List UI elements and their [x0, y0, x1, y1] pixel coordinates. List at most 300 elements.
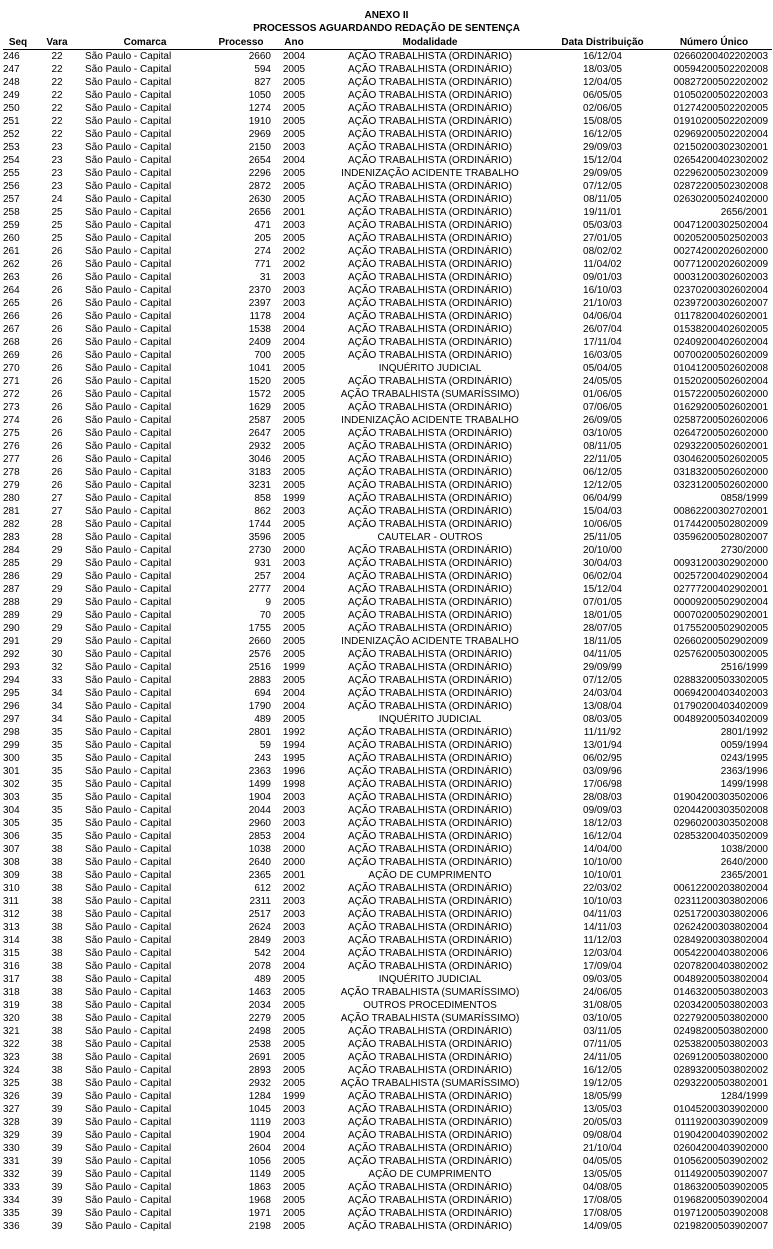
cell-ano: 1999 — [282, 662, 306, 673]
header-processo: Processo — [205, 36, 277, 50]
table-row — [3, 440, 772, 453]
cell-vara: 24 — [51, 194, 63, 205]
table-row — [3, 102, 772, 115]
cell-modalidade: AÇÃO TRABALHISTA (ORDINÁRIO) — [347, 51, 513, 62]
cell-seq: 271 — [3, 376, 20, 387]
cell-modalidade: AÇÃO TRABALHISTA (ORDINÁRIO) — [347, 675, 513, 686]
cell-modalidade: AÇÃO TRABALHISTA (ORDINÁRIO) — [347, 428, 513, 439]
cell-vara: 23 — [51, 181, 63, 192]
cell-numero-unico: 02849200303802004 — [673, 935, 768, 946]
cell-ano: 2005 — [282, 181, 306, 192]
cell-seq: 293 — [3, 662, 20, 673]
cell-vara: 26 — [51, 441, 63, 452]
cell-data-distribuicao: 24/06/05 — [583, 987, 622, 998]
cell-comarca: São Paulo - Capital — [85, 1013, 172, 1024]
cell-seq: 249 — [3, 90, 20, 101]
cell-numero-unico: 02498200503802000 — [673, 1026, 768, 1037]
cell-numero-unico: 01056200503902002 — [673, 1156, 768, 1167]
cell-processo: 2872 — [248, 181, 271, 192]
cell-processo: 700 — [254, 350, 271, 361]
cell-comarca: São Paulo - Capital — [85, 961, 172, 972]
cell-seq: 259 — [3, 220, 20, 231]
cell-numero-unico: 01538200402602005 — [673, 324, 768, 335]
cell-seq: 329 — [3, 1130, 20, 1141]
cell-processo: 2660 — [248, 51, 271, 62]
table-row — [3, 1142, 772, 1155]
cell-ano: 2005 — [282, 1156, 306, 1167]
cell-seq: 279 — [3, 480, 20, 491]
cell-comarca: São Paulo - Capital — [85, 376, 172, 387]
cell-numero-unico: 00009200502902004 — [673, 597, 768, 608]
cell-data-distribuicao: 10/10/03 — [583, 896, 622, 907]
cell-vara: 29 — [51, 610, 63, 621]
cell-data-distribuicao: 18/12/03 — [583, 818, 622, 829]
cell-numero-unico: 01463200503802003 — [673, 987, 768, 998]
cell-data-distribuicao: 05/04/05 — [583, 363, 622, 374]
cell-modalidade: AÇÃO TRABALHISTA (ORDINÁRIO) — [347, 1117, 513, 1128]
cell-vara: 26 — [51, 467, 63, 478]
cell-comarca: São Paulo - Capital — [85, 636, 172, 647]
cell-numero-unico: 2516/1999 — [720, 662, 768, 673]
cell-numero-unico: 02932200503802001 — [673, 1078, 768, 1089]
cell-numero-unico: 03231200502602000 — [673, 480, 768, 491]
table-row — [3, 115, 772, 128]
cell-ano: 2004 — [282, 831, 306, 842]
cell-ano: 2005 — [282, 1039, 306, 1050]
cell-comarca: São Paulo - Capital — [85, 558, 172, 569]
cell-numero-unico: 1499/1998 — [720, 779, 768, 790]
cell-modalidade: AÇÃO TRABALHISTA (ORDINÁRIO) — [347, 402, 513, 413]
cell-seq: 301 — [3, 766, 20, 777]
table-row — [3, 141, 772, 154]
table-row — [3, 570, 772, 583]
cell-ano: 2005 — [282, 714, 306, 725]
cell-numero-unico: 02932200502602001 — [673, 441, 768, 452]
cell-ano: 2004 — [282, 51, 306, 62]
cell-data-distribuicao: 03/09/96 — [583, 766, 622, 777]
cell-comarca: São Paulo - Capital — [85, 571, 172, 582]
cell-vara: 26 — [51, 428, 63, 439]
table-row — [3, 1220, 772, 1233]
cell-vara: 29 — [51, 584, 63, 595]
cell-data-distribuicao: 12/04/05 — [583, 77, 622, 88]
cell-seq: 257 — [3, 194, 20, 205]
cell-ano: 2005 — [282, 532, 306, 543]
cell-modalidade: AÇÃO TRABALHISTA (ORDINÁRIO) — [347, 1026, 513, 1037]
cell-seq: 323 — [3, 1052, 20, 1063]
cell-comarca: São Paulo - Capital — [85, 363, 172, 374]
cell-modalidade: AÇÃO TRABALHISTA (ORDINÁRIO) — [347, 77, 513, 88]
cell-comarca: São Paulo - Capital — [85, 350, 172, 361]
cell-numero-unico: 00862200302702001 — [673, 506, 768, 517]
cell-seq: 258 — [3, 207, 20, 218]
cell-seq: 294 — [3, 675, 20, 686]
cell-processo: 2960 — [248, 818, 271, 829]
table-row — [3, 1103, 772, 1116]
cell-modalidade: AÇÃO TRABALHISTA (ORDINÁRIO) — [347, 766, 513, 777]
cell-vara: 38 — [51, 922, 63, 933]
cell-data-distribuicao: 15/12/04 — [583, 155, 622, 166]
cell-vara: 26 — [51, 415, 63, 426]
cell-ano: 2005 — [282, 350, 306, 361]
cell-numero-unico: 02198200503902007 — [673, 1221, 768, 1232]
cell-numero-unico: 02893200503802002 — [673, 1065, 768, 1076]
cell-data-distribuicao: 07/11/05 — [583, 1039, 622, 1050]
cell-ano: 2005 — [282, 168, 306, 179]
cell-ano: 2005 — [282, 389, 306, 400]
cell-ano: 2005 — [282, 636, 306, 647]
cell-vara: 39 — [51, 1208, 63, 1219]
cell-numero-unico: 02296200502302009 — [673, 168, 768, 179]
cell-processo: 1041 — [248, 363, 271, 374]
cell-ano: 2005 — [282, 974, 306, 985]
cell-modalidade: AÇÃO TRABALHISTA (ORDINÁRIO) — [347, 155, 513, 166]
cell-vara: 26 — [51, 246, 63, 257]
cell-data-distribuicao: 03/10/05 — [583, 428, 622, 439]
table-row — [3, 518, 772, 531]
cell-vara: 26 — [51, 389, 63, 400]
cell-vara: 34 — [51, 701, 63, 712]
cell-ano: 2005 — [282, 519, 306, 530]
cell-seq: 266 — [3, 311, 20, 322]
cell-comarca: São Paulo - Capital — [85, 116, 172, 127]
cell-modalidade: AÇÃO TRABALHISTA (ORDINÁRIO) — [347, 1104, 513, 1115]
cell-comarca: São Paulo - Capital — [85, 233, 172, 244]
cell-processo: 2932 — [248, 441, 271, 452]
cell-modalidade: AÇÃO TRABALHISTA (ORDINÁRIO) — [347, 129, 513, 140]
cell-seq: 263 — [3, 272, 20, 283]
table-row — [3, 908, 772, 921]
table-row — [3, 869, 772, 882]
cell-ano: 2005 — [282, 1013, 306, 1024]
cell-ano: 2005 — [282, 597, 306, 608]
cell-data-distribuicao: 24/03/04 — [583, 688, 622, 699]
cell-seq: 296 — [3, 701, 20, 712]
cell-comarca: São Paulo - Capital — [85, 779, 172, 790]
table-row — [3, 1051, 772, 1064]
cell-ano: 2005 — [282, 90, 306, 101]
cell-numero-unico: 01755200502902005 — [673, 623, 768, 634]
cell-seq: 247 — [3, 64, 20, 75]
cell-numero-unico: 01050200502202003 — [673, 90, 768, 101]
cell-numero-unico: 02370200302602004 — [673, 285, 768, 296]
cell-modalidade: AÇÃO TRABALHISTA (ORDINÁRIO) — [347, 896, 513, 907]
table-row — [3, 271, 772, 284]
cell-numero-unico: 01520200502602004 — [673, 376, 768, 387]
cell-comarca: São Paulo - Capital — [85, 181, 172, 192]
cell-data-distribuicao: 08/02/02 — [583, 246, 622, 257]
cell-numero-unico: 00694200403402003 — [673, 688, 768, 699]
cell-vara: 35 — [51, 805, 63, 816]
cell-modalidade: AÇÃO TRABALHISTA (ORDINÁRIO) — [347, 935, 513, 946]
cell-modalidade: AÇÃO TRABALHISTA (ORDINÁRIO) — [347, 181, 513, 192]
table-row — [3, 310, 772, 323]
header-data-distribuicao: Data Distribuição — [549, 36, 656, 50]
cell-data-distribuicao: 13/05/03 — [583, 1104, 622, 1115]
cell-vara: 38 — [51, 1000, 63, 1011]
cell-processo: 858 — [254, 493, 271, 504]
cell-data-distribuicao: 04/06/04 — [583, 311, 622, 322]
cell-vara: 23 — [51, 155, 63, 166]
cell-data-distribuicao: 02/06/05 — [583, 103, 622, 114]
cell-ano: 2003 — [282, 935, 306, 946]
cell-modalidade: AÇÃO TRABALHISTA (ORDINÁRIO) — [347, 142, 513, 153]
cell-modalidade: AÇÃO TRABALHISTA (ORDINÁRIO) — [347, 831, 513, 842]
cell-seq: 253 — [3, 142, 20, 153]
cell-seq: 328 — [3, 1117, 20, 1128]
table-row — [3, 817, 772, 830]
cell-data-distribuicao: 18/01/05 — [583, 610, 622, 621]
cell-ano: 2005 — [282, 1182, 306, 1193]
table-row — [3, 531, 772, 544]
cell-ano: 2005 — [282, 116, 306, 127]
cell-vara: 30 — [51, 649, 63, 660]
header-seq: Seq — [3, 36, 33, 50]
cell-data-distribuicao: 12/12/05 — [583, 480, 622, 491]
cell-vara: 35 — [51, 831, 63, 842]
cell-ano: 1996 — [282, 766, 306, 777]
cell-data-distribuicao: 15/12/04 — [583, 584, 622, 595]
cell-processo: 2604 — [248, 1143, 271, 1154]
cell-comarca: São Paulo - Capital — [85, 597, 172, 608]
cell-seq: 248 — [3, 77, 20, 88]
cell-comarca: São Paulo - Capital — [85, 883, 172, 894]
cell-data-distribuicao: 19/12/05 — [583, 1078, 622, 1089]
cell-comarca: São Paulo - Capital — [85, 974, 172, 985]
table-row — [3, 1012, 772, 1025]
cell-processo: 2078 — [248, 961, 271, 972]
cell-modalidade: AÇÃO TRABALHISTA (ORDINÁRIO) — [347, 1208, 513, 1219]
cell-seq: 265 — [3, 298, 20, 309]
cell-comarca: São Paulo - Capital — [85, 272, 172, 283]
cell-comarca: São Paulo - Capital — [85, 441, 172, 452]
cell-seq: 255 — [3, 168, 20, 179]
cell-seq: 270 — [3, 363, 20, 374]
cell-numero-unico: 02654200402302002 — [673, 155, 768, 166]
process-table — [3, 36, 772, 1233]
cell-modalidade: AÇÃO TRABALHISTA (ORDINÁRIO) — [347, 285, 513, 296]
cell-vara: 38 — [51, 1065, 63, 1076]
cell-vara: 38 — [51, 948, 63, 959]
cell-vara: 34 — [51, 714, 63, 725]
cell-processo: 2517 — [248, 909, 271, 920]
cell-numero-unico: 00471200302502004 — [673, 220, 768, 231]
cell-comarca: São Paulo - Capital — [85, 467, 172, 478]
cell-processo: 205 — [254, 233, 271, 244]
cell-processo: 2691 — [248, 1052, 271, 1063]
cell-processo: 1863 — [248, 1182, 271, 1193]
cell-processo: 3046 — [248, 454, 271, 465]
cell-numero-unico: 01119200303902009 — [674, 1117, 768, 1128]
cell-comarca: São Paulo - Capital — [85, 1052, 172, 1063]
cell-comarca: São Paulo - Capital — [85, 753, 172, 764]
cell-comarca: São Paulo - Capital — [85, 480, 172, 491]
table-row — [3, 1194, 772, 1207]
cell-seq: 315 — [3, 948, 20, 959]
cell-ano: 2005 — [282, 1195, 306, 1206]
cell-numero-unico: 00594200502202008 — [673, 64, 768, 75]
cell-seq: 252 — [3, 129, 20, 140]
cell-vara: 25 — [51, 207, 63, 218]
cell-processo: 2849 — [248, 935, 271, 946]
cell-ano: 2004 — [282, 961, 306, 972]
table-row — [3, 258, 772, 271]
cell-numero-unico: 03596200502802007 — [673, 532, 768, 543]
cell-seq: 312 — [3, 909, 20, 920]
cell-comarca: São Paulo - Capital — [85, 987, 172, 998]
cell-comarca: São Paulo - Capital — [85, 51, 172, 62]
cell-seq: 285 — [3, 558, 20, 569]
cell-data-distribuicao: 29/09/99 — [583, 662, 622, 673]
cell-processo: 1045 — [248, 1104, 271, 1115]
cell-processo: 1038 — [248, 844, 271, 855]
table-row — [3, 752, 772, 765]
cell-processo: 2932 — [248, 1078, 271, 1089]
cell-comarca: São Paulo - Capital — [85, 727, 172, 738]
cell-seq: 318 — [3, 987, 20, 998]
header-ano: Ano — [277, 36, 311, 50]
table-row — [3, 648, 772, 661]
cell-ano: 2005 — [282, 129, 306, 140]
cell-ano: 2003 — [282, 805, 306, 816]
cell-processo: 1629 — [248, 402, 271, 413]
cell-modalidade: AÇÃO TRABALHISTA (ORDINÁRIO) — [347, 701, 513, 712]
table-row — [3, 414, 772, 427]
cell-seq: 267 — [3, 324, 20, 335]
cell-processo: 2587 — [248, 415, 271, 426]
cell-ano: 1995 — [282, 753, 306, 764]
cell-data-distribuicao: 13/01/94 — [583, 740, 622, 751]
cell-comarca: São Paulo - Capital — [85, 506, 172, 517]
cell-seq: 261 — [3, 246, 20, 257]
cell-processo: 1538 — [248, 324, 271, 335]
table-row — [3, 765, 772, 778]
cell-ano: 2005 — [282, 623, 306, 634]
table-row — [3, 1090, 772, 1103]
table-row — [3, 193, 772, 206]
cell-vara: 27 — [51, 493, 63, 504]
cell-ano: 2005 — [282, 376, 306, 387]
cell-comarca: São Paulo - Capital — [85, 701, 172, 712]
cell-modalidade: AÇÃO TRABALHISTA (ORDINÁRIO) — [347, 688, 513, 699]
cell-comarca: São Paulo - Capital — [85, 545, 172, 556]
table-row — [3, 1168, 772, 1181]
cell-numero-unico: 01149200503902007 — [674, 1169, 768, 1180]
cell-seq: 322 — [3, 1039, 20, 1050]
cell-comarca: São Paulo - Capital — [85, 1156, 172, 1167]
cell-numero-unico: 02517200303802006 — [673, 909, 768, 920]
cell-modalidade: AÇÃO TRABALHISTA (ORDINÁRIO) — [347, 584, 513, 595]
cell-data-distribuicao: 11/11/92 — [583, 727, 622, 738]
cell-processo: 1910 — [248, 116, 271, 127]
table-row — [3, 713, 772, 726]
cell-modalidade: AÇÃO TRABALHISTA (ORDINÁRIO) — [347, 844, 513, 855]
table-body — [3, 50, 772, 1234]
cell-processo: 2397 — [248, 298, 271, 309]
cell-seq: 283 — [3, 532, 20, 543]
cell-data-distribuicao: 05/03/03 — [583, 220, 622, 231]
cell-vara: 25 — [51, 233, 63, 244]
cell-ano: 2005 — [282, 64, 306, 75]
table-row — [3, 609, 772, 622]
cell-processo: 2296 — [248, 168, 271, 179]
cell-ano: 2003 — [282, 792, 306, 803]
cell-numero-unico: 2801/1992 — [720, 727, 768, 738]
cell-comarca: São Paulo - Capital — [85, 831, 172, 842]
cell-ano: 2005 — [282, 675, 306, 686]
cell-vara: 38 — [51, 909, 63, 920]
cell-seq: 305 — [3, 818, 20, 829]
cell-numero-unico: 00771200202602009 — [673, 259, 768, 270]
cell-numero-unico: 02777200402902001 — [673, 584, 768, 595]
cell-numero-unico: 02960200303502008 — [673, 818, 768, 829]
table-row — [3, 63, 772, 76]
table-row — [3, 830, 772, 843]
cell-processo: 1968 — [248, 1195, 271, 1206]
table-row — [3, 856, 772, 869]
cell-data-distribuicao: 04/05/05 — [583, 1156, 622, 1167]
cell-processo: 1274 — [248, 103, 271, 114]
cell-seq: 274 — [3, 415, 20, 426]
cell-ano: 2005 — [282, 1221, 306, 1232]
cell-comarca: São Paulo - Capital — [85, 337, 172, 348]
cell-data-distribuicao: 10/06/05 — [583, 519, 622, 530]
cell-comarca: São Paulo - Capital — [85, 1195, 172, 1206]
cell-vara: 38 — [51, 896, 63, 907]
cell-vara: 39 — [51, 1143, 63, 1154]
cell-processo: 2624 — [248, 922, 271, 933]
cell-vara: 26 — [51, 311, 63, 322]
cell-seq: 272 — [3, 389, 20, 400]
cell-vara: 29 — [51, 558, 63, 569]
cell-vara: 22 — [51, 103, 63, 114]
cell-numero-unico: 0059/1994 — [720, 740, 768, 751]
cell-seq: 250 — [3, 103, 20, 114]
cell-vara: 35 — [51, 792, 63, 803]
table-row — [3, 635, 772, 648]
header-modalidade: Modalidade — [311, 36, 549, 50]
cell-vara: 33 — [51, 675, 63, 686]
table-row — [3, 453, 772, 466]
cell-ano: 2005 — [282, 987, 306, 998]
cell-seq: 324 — [3, 1065, 20, 1076]
cell-numero-unico: 02660200502902009 — [673, 636, 768, 647]
cell-vara: 29 — [51, 597, 63, 608]
cell-modalidade: AÇÃO TRABALHISTA (ORDINÁRIO) — [347, 727, 513, 738]
cell-data-distribuicao: 06/12/05 — [583, 467, 622, 478]
cell-ano: 2003 — [282, 896, 306, 907]
cell-modalidade: AÇÃO TRABALHISTA (ORDINÁRIO) — [347, 961, 513, 972]
cell-ano: 1992 — [282, 727, 306, 738]
cell-comarca: São Paulo - Capital — [85, 207, 172, 218]
cell-ano: 2005 — [282, 1208, 306, 1219]
cell-processo: 489 — [254, 974, 271, 985]
cell-numero-unico: 01863200503902005 — [673, 1182, 768, 1193]
cell-vara: 38 — [51, 857, 63, 868]
table-row — [3, 596, 772, 609]
cell-ano: 2003 — [282, 922, 306, 933]
cell-modalidade: AÇÃO TRABALHISTA (ORDINÁRIO) — [347, 220, 513, 231]
cell-modalidade: AÇÃO TRABALHISTA (ORDINÁRIO) — [347, 467, 513, 478]
cell-vara: 26 — [51, 324, 63, 335]
cell-data-distribuicao: 07/12/05 — [583, 181, 622, 192]
table-row — [3, 687, 772, 700]
cell-modalidade: AÇÃO TRABALHISTA (ORDINÁRIO) — [347, 597, 513, 608]
cell-numero-unico: 01274200502202005 — [673, 103, 768, 114]
table-row — [3, 791, 772, 804]
cell-processo: 694 — [254, 688, 271, 699]
cell-data-distribuicao: 03/10/05 — [583, 1013, 622, 1024]
